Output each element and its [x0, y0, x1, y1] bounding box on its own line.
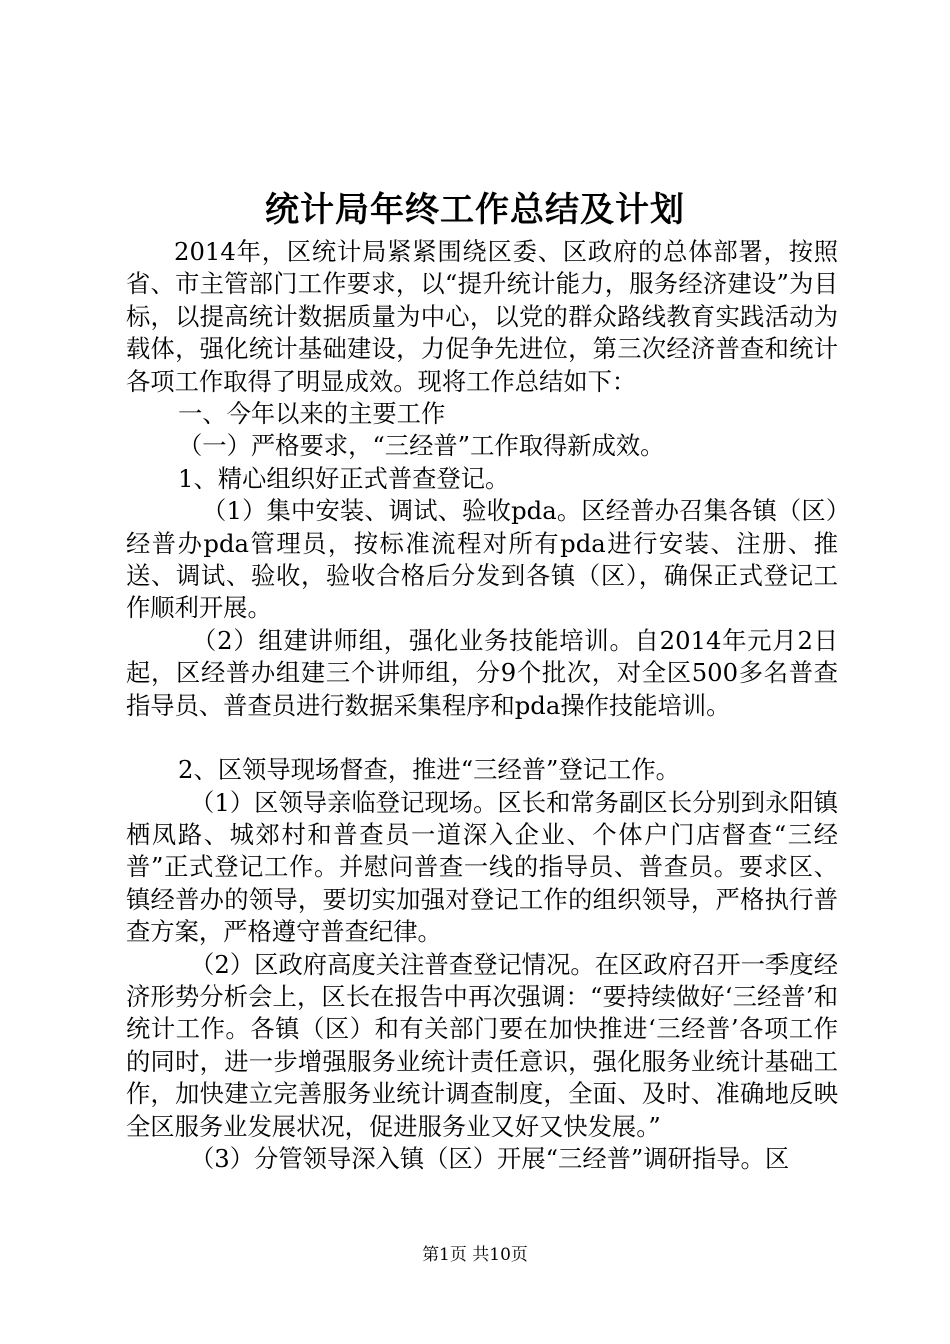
item-heading-2: 2、区领导现场督查，推进“三经普”登记工作。 — [178, 755, 680, 785]
item-paragraph-2-1: （1）区领导亲临登记现场。区长和常务副区长分别到永阳镇栖凤路、城郊村和普查员一道深入企业、个体户门店督查“三经普”正式登记工作。并慰问普查一线的指导员、普查员。要求区、镇经普办的领导，要切实加强对登记工作的组织领导，严格执行普查方案，严格遵守普查纪律。 — [126, 787, 838, 947]
item-paragraph-2-3: （3）分管领导深入镇（区）开展“三经普”调研指导。区 — [190, 1143, 790, 1173]
section-heading-main-work: 一、今年以来的主要工作 — [178, 399, 446, 429]
item-heading-1: 1、精心组织好正式普查登记。 — [178, 463, 510, 493]
item-paragraph-1-1: （1）集中安装、调试、验收pda。区经普办召集各镇（区）经普办pda管理员，按标准流程对所有pda进行安装、注册、推送、调试、验收，验收合格后分发到各镇（区），确保正式登记工作顺利开展。 — [126, 496, 838, 623]
item-paragraph-1-2: （2）组建讲师组，强化业务技能培训。自2014年元月2日起，区经普办组建三个讲师组，分9个批次，对全区500多名普查指导员、普查员进行数据采集程序和pda操作技能培训。 — [126, 625, 838, 720]
page-number-footer: 第1页 共10页 — [422, 1245, 528, 1265]
subsection-heading-1: （一）严格要求，“三经普”工作取得新成效。 — [178, 431, 665, 461]
intro-paragraph: 2014年，区统计局紧紧围绕区委、区政府的总体部署，按照省、市主管部门工作要求，以“提升统计能力，服务经济建设”为目标，以提高统计数据质量为中心，以党的群众路线教育实践活动为载体，强化统计基础建设，力促争先进位，第三次经济普查和统计各项工作取得了明显成效。现将工作总结如下： — [126, 237, 838, 396]
document-title: 统计局年终工作总结及计划 — [265, 190, 685, 230]
item-paragraph-2-2: （2）区政府高度关注普查登记情况。在区政府召开一季度经济形势分析会上，区长在报告中再次强调：“要持续做好‘三经普’和统计工作。各镇（区）和有关部门要在加快推进‘三经普’各项工作的同时，进一步增强服务业统计责任意识，强化服务业统计基础工作，加快建立完善服务业统计调查制度，全面、及时、准确地反映全区服务业发展状况，促进服务业又好又快发展。” — [126, 949, 838, 1141]
document-body — [126, 236, 838, 1175]
